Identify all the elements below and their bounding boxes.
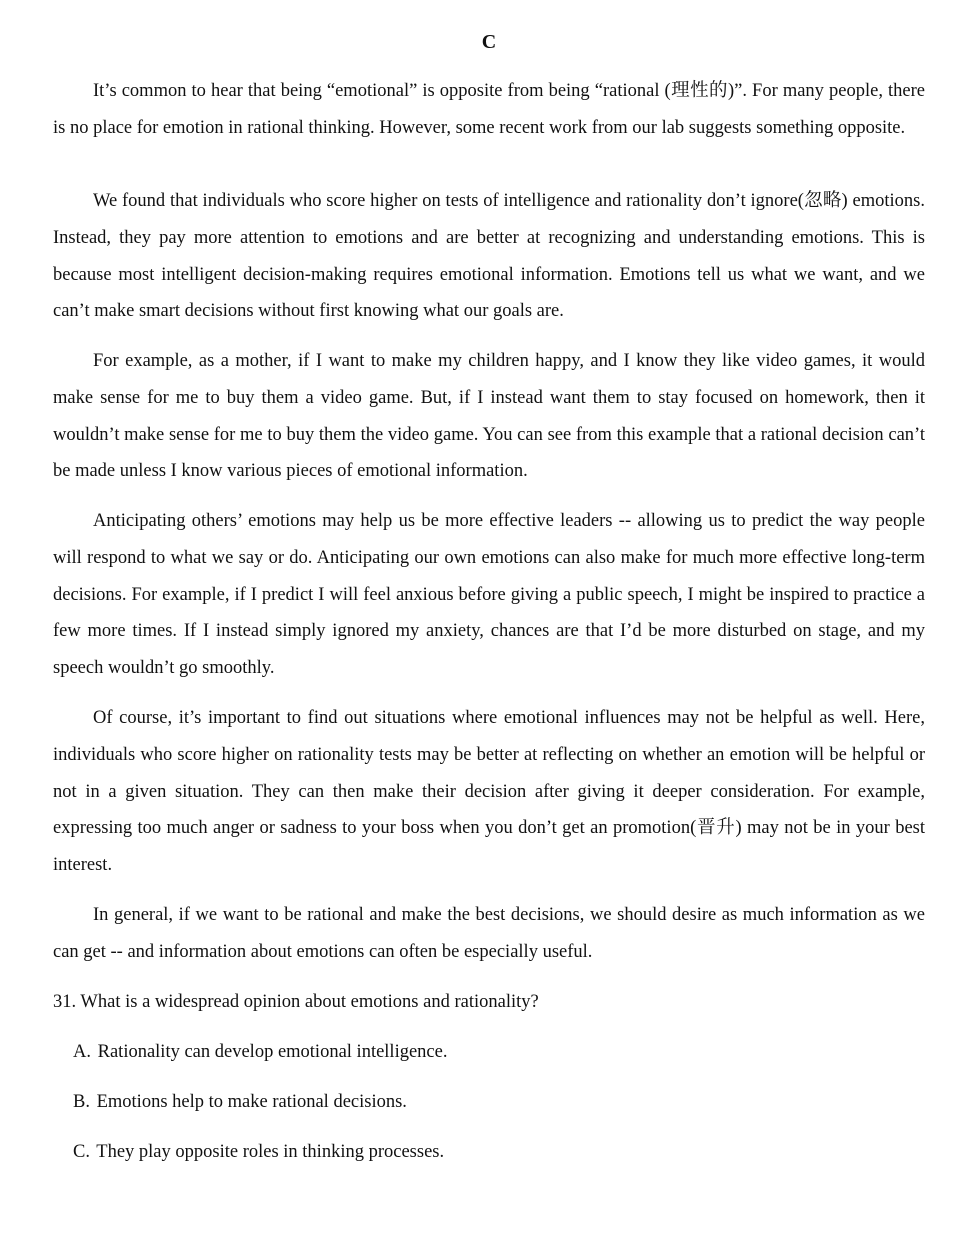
option-a: [73, 1040, 925, 1064]
section-heading: C: [481, 31, 497, 53]
option-b: [73, 1090, 925, 1114]
option-c: [73, 1140, 925, 1164]
option-letter: B.: [73, 1092, 90, 1112]
paragraph-5: Of course, it’s important to find out situations where emotional influences may not be helpful as well. Here, individuals who score higher on rationality tests may be better at reflecting on whether an emotion will be helpful or not in a given situation. They can then make their decision after giving it deeper consideration. For example, expressing too much anger or sadness to your boss when you don’t get an promotion(晋升) may not be in your best interest.: [53, 708, 925, 876]
option-text: Rationality can develop emotional intelligence.: [97, 1042, 448, 1062]
paragraph-6: In general, if we want to be rational and make the best decisions, we should desire as much information as we can get -- and information about emotions can often be especially useful.: [53, 905, 925, 962]
option-letter: A.: [73, 1042, 91, 1062]
paragraph-4: Anticipating others’ emotions may help us be more effective leaders -- allowing us to predict the way people will respond to what we say or do. Anticipating our own emotions can also make for much more effective long-term decisions. For example, if I predict I will feel anxious before giving a public speech, I might be inspired to practice a few more times. If I instead simply ignored my anxiety, chances are that I’d be more disturbed on stage, and my speech wouldn’t go smoothly.: [53, 511, 925, 679]
paragraph-2: We found that individuals who score higher on tests of intelligence and rationality don’t ignore(忽略) emotions. Instead, they pay more attention to emotions and are better at recognizing and understanding emotions. This is because most intelligent decision-making requires emotional information. Emotions tell us what we want, and we can’t make smart decisions without first knowing what our goals are.: [53, 191, 925, 322]
option-text: They play opposite roles in thinking processes.: [96, 1142, 445, 1162]
option-text: Emotions help to make rational decisions.: [96, 1092, 407, 1112]
paragraph-1: It’s common to hear that being “emotional” is opposite from being “rational (理性的)”. For many people, there is no place for emotion in rational thinking. However, some recent work from our lab suggests something opposite.: [53, 81, 925, 138]
paragraph-3: For example, as a mother, if I want to make my children happy, and I know they like video games, it would make sense for me to buy them a video game. But, if I instead want them to stay focused on homework, then it wouldn’t make sense for me to buy them the video game. You can see from this example that a rational decision can’t be made unless I know various pieces of emotional information.: [53, 351, 925, 482]
question-text: What is a widespread opinion about emotions and rationality?: [80, 992, 539, 1012]
question-31: [53, 990, 925, 1014]
question-number: 31.: [53, 992, 77, 1012]
option-letter: C.: [73, 1142, 90, 1162]
